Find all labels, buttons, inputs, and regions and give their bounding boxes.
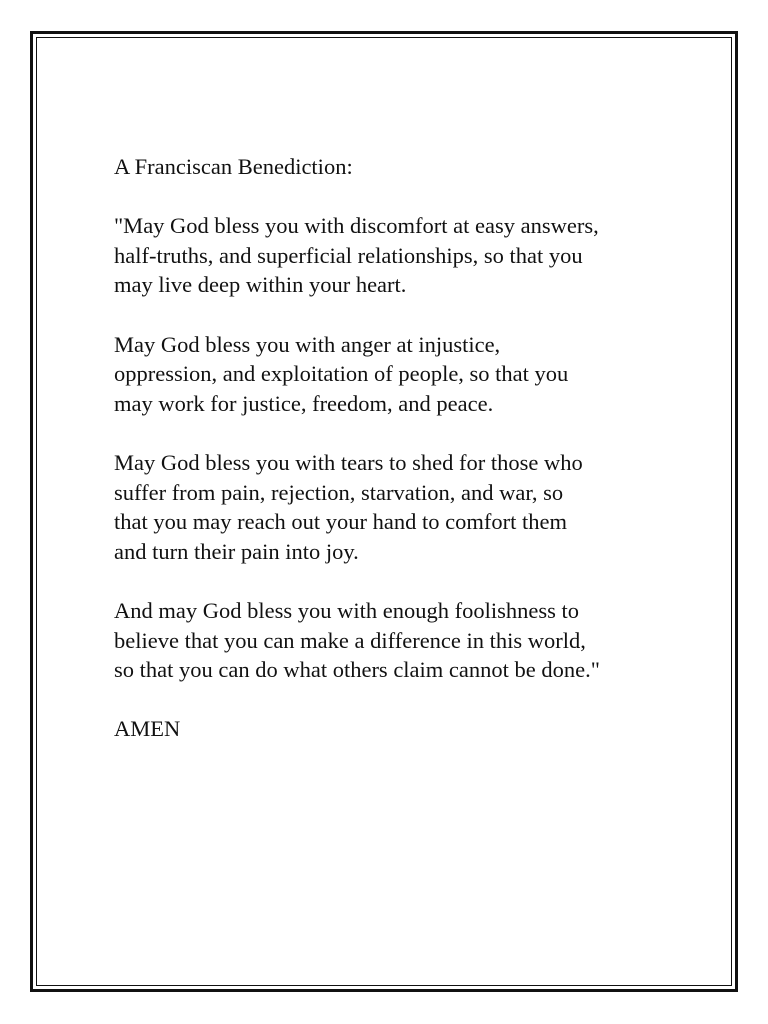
paragraph-1 bbox=[114, 211, 674, 300]
closing-amen: AMEN bbox=[114, 716, 181, 742]
paragraph-line: May God bless you with tears to shed for those who bbox=[114, 449, 583, 475]
paragraph-line: oppression, and exploitation of people, so that you bbox=[114, 361, 569, 387]
paragraph-line: And may God bless you with enough foolishness to bbox=[114, 597, 579, 623]
paragraph-line: may work for justice, freedom, and peace. bbox=[114, 390, 494, 416]
paragraph-line: may live deep within your heart. bbox=[114, 272, 407, 298]
paragraph-line: and turn their pain into joy. bbox=[114, 538, 359, 564]
paragraph-line: suffer from pain, rejection, starvation, and war, so bbox=[114, 479, 564, 505]
paragraph-line: May God bless you with anger at injustice, bbox=[114, 331, 501, 357]
paragraph-line: that you may reach out your hand to comfort them bbox=[114, 509, 567, 535]
title-line: A Franciscan Benediction: bbox=[114, 154, 353, 179]
closing bbox=[114, 714, 674, 744]
paragraph-3 bbox=[114, 448, 674, 566]
paragraph-4 bbox=[114, 596, 674, 685]
paragraph-line: so that you can do what others claim cannot be done." bbox=[114, 657, 600, 683]
paragraph-line: half-truths, and superficial relationships, so that you bbox=[114, 242, 583, 268]
paragraph-2 bbox=[114, 330, 674, 419]
benediction-text bbox=[114, 152, 674, 773]
paragraph-line: believe that you can make a difference in this world, bbox=[114, 627, 586, 653]
paragraph-line: "May God bless you with discomfort at easy answers, bbox=[114, 213, 599, 239]
document-title bbox=[114, 152, 674, 182]
